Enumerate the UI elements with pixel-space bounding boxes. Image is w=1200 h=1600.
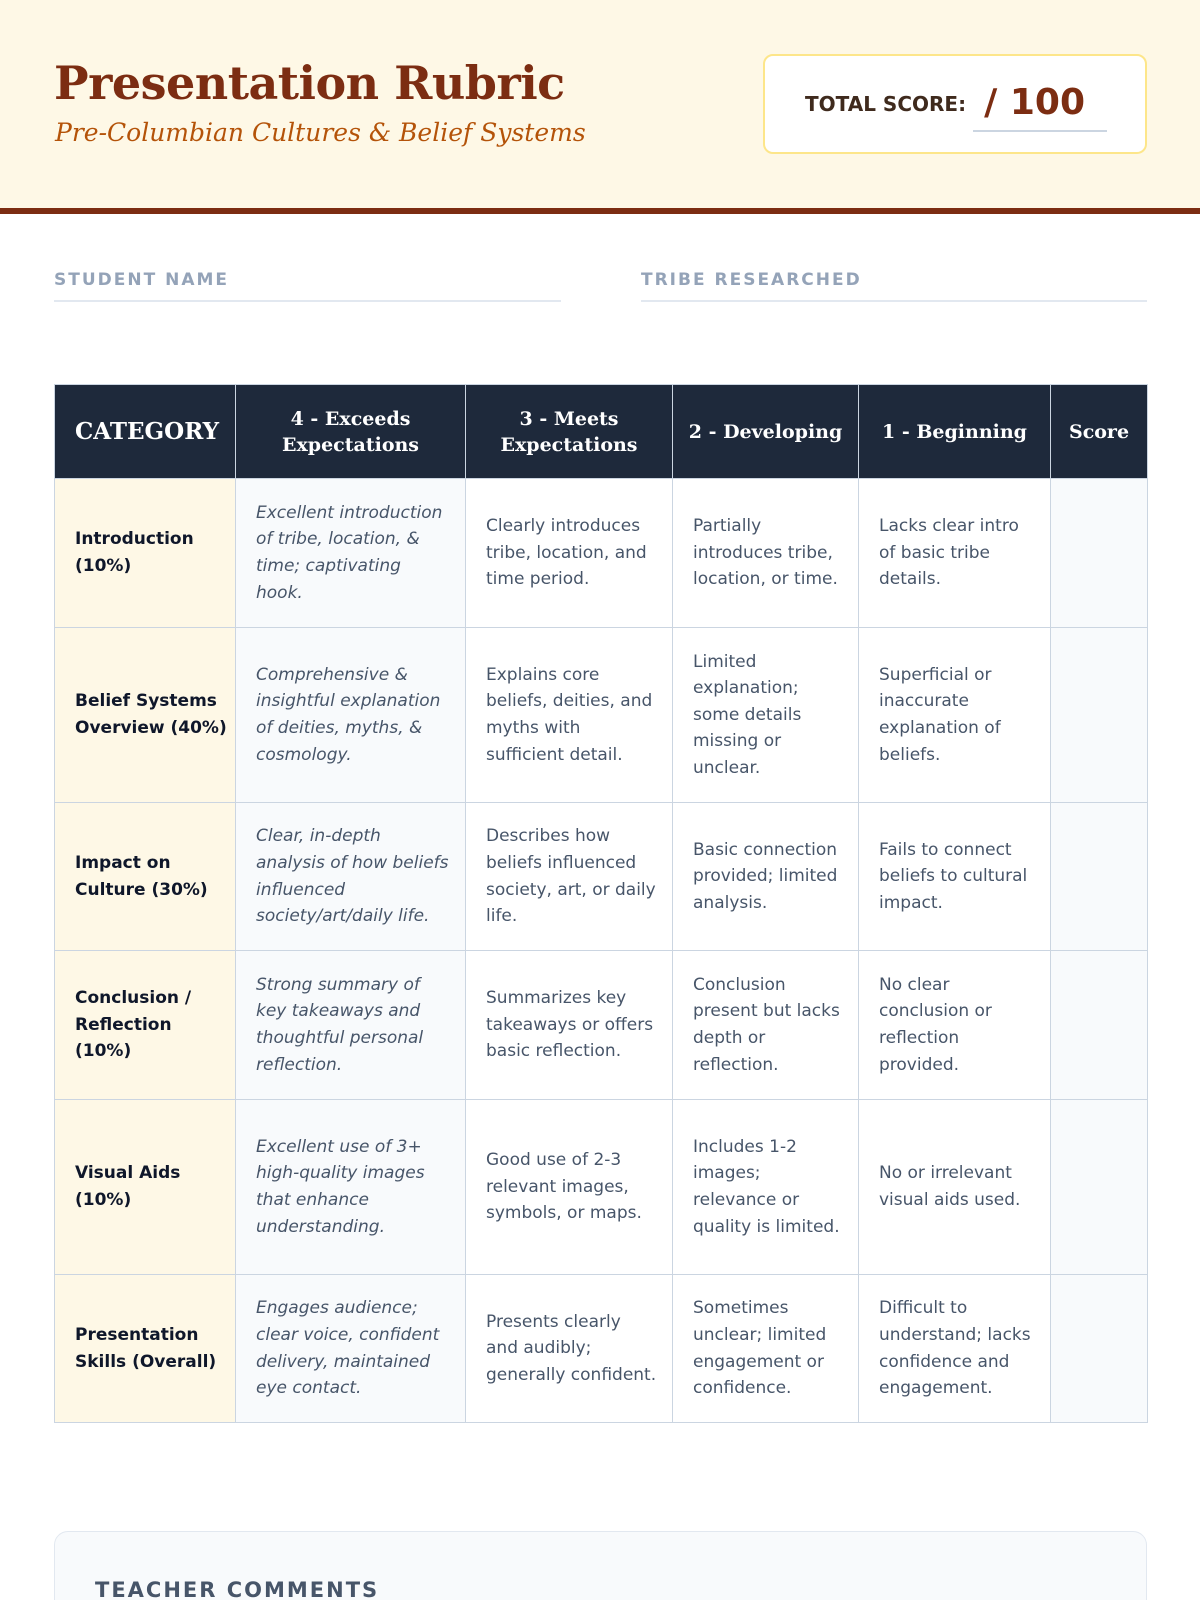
teacher-comments-title: TEACHER COMMENTS [95,1578,380,1600]
exceeds-cell: Clear, in-depth analysis of how beliefs influenced society/art/daily life. [236,803,466,951]
category-cell: Visual Aids (10%) [55,1100,236,1275]
score-cell[interactable] [1051,803,1148,951]
page-subtitle: Pre-Columbian Cultures & Belief Systems [55,118,586,147]
student-name-label: STUDENT NAME [54,270,230,290]
total-score-label: TOTAL SCORE: [805,92,967,116]
exceeds-cell: Comprehensive & insightful explanation of deities, myths, & cosmology. [236,628,466,803]
meets-cell: Good use of 2-3 relevant images, symbols, or maps. [466,1100,673,1275]
score-cell[interactable] [1051,479,1148,628]
total-score-field[interactable]: / 100 [973,76,1107,132]
meets-cell: Presents clearly and audibly; generally confident. [466,1275,673,1423]
table-row [55,1275,1148,1423]
beginning-cell: No clear conclusion or reflection provided. [859,951,1051,1100]
column-header-score: Score [1051,385,1148,479]
beginning-cell: No or irrelevant visual aids used. [859,1100,1051,1275]
developing-cell: Conclusion present but lacks depth or reflection. [673,951,859,1100]
meets-cell: Describes how beliefs influenced society, art, or daily life. [466,803,673,951]
exceeds-cell: Excellent use of 3+ high-quality images that enhance understanding. [236,1100,466,1275]
category-cell: Impact on Culture (30%) [55,803,236,951]
page-title: Presentation Rubric [54,56,565,110]
table-row [55,951,1148,1100]
beginning-cell: Difficult to understand; lacks confidence and engagement. [859,1275,1051,1423]
rubric-table [54,384,1148,1423]
column-header-developing: 2 - Developing [673,385,859,479]
meets-cell: Clearly introduces tribe, location, and time period. [466,479,673,628]
category-cell: Belief Systems Overview (40%) [55,628,236,803]
category-cell: Presentation Skills (Overall) [55,1275,236,1423]
developing-cell: Basic connection provided; limited analysis. [673,803,859,951]
developing-cell: Limited explanation; some details missing or unclear. [673,628,859,803]
meets-cell: Explains core beliefs, deities, and myths with sufficient detail. [466,628,673,803]
table-row [55,479,1148,628]
beginning-cell: Lacks clear intro of basic tribe details. [859,479,1051,628]
column-header-meets: 3 - Meets Expectations [466,385,673,479]
total-score-box [763,54,1147,154]
column-header-exceeds: 4 - Exceeds Expectations [236,385,466,479]
beginning-cell: Superficial or inaccurate explanation of beliefs. [859,628,1051,803]
column-header-beginning: 1 - Beginning [859,385,1051,479]
tribe-researched-field[interactable] [641,300,1147,302]
category-cell: Introduction (10%) [55,479,236,628]
exceeds-cell: Excellent introduction of tribe, location, & time; captivating hook. [236,479,466,628]
table-row [55,628,1148,803]
score-cell[interactable] [1051,951,1148,1100]
tribe-researched-label: TRIBE RESEARCHED [641,270,862,290]
exceeds-cell: Strong summary of key takeaways and thoughtful personal reflection. [236,951,466,1100]
student-name-field[interactable] [54,300,561,302]
table-row [55,803,1148,951]
score-cell[interactable] [1051,1275,1148,1423]
meets-cell: Summarizes key takeaways or offers basic reflection. [466,951,673,1100]
page-header [0,0,1200,214]
column-header-category: CATEGORY [55,385,236,479]
developing-cell: Partially introduces tribe, location, or time. [673,479,859,628]
developing-cell: Includes 1-2 images; relevance or quality is limited. [673,1100,859,1275]
exceeds-cell: Engages audience; clear voice, confident delivery, maintained eye contact. [236,1275,466,1423]
teacher-comments-box[interactable] [54,1531,1147,1600]
table-row [55,1100,1148,1275]
developing-cell: Sometimes unclear; limited engagement or confidence. [673,1275,859,1423]
score-cell[interactable] [1051,1100,1148,1275]
table-header-row [55,385,1148,479]
category-cell: Conclusion / Reflection (10%) [55,951,236,1100]
score-cell[interactable] [1051,628,1148,803]
beginning-cell: Fails to connect beliefs to cultural impact. [859,803,1051,951]
